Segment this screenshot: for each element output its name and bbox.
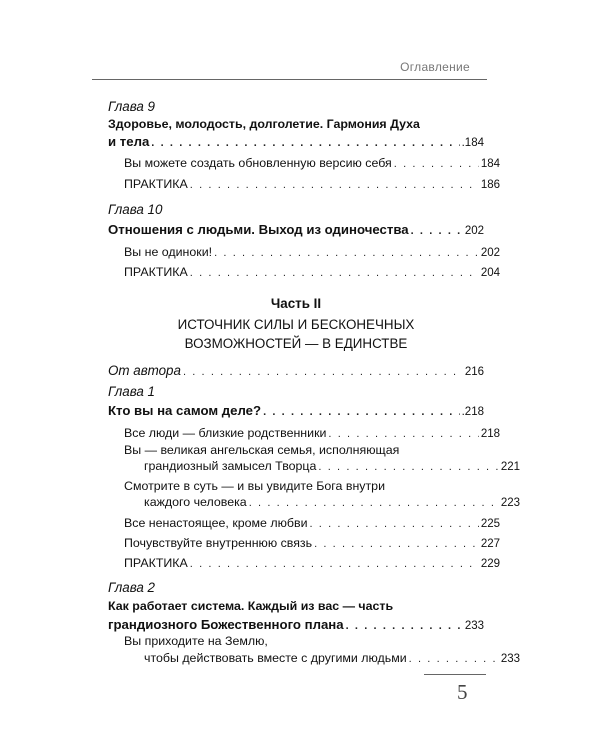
entry-text-line2: грандиозный замысел Творца	[144, 459, 317, 473]
part-2-title: Часть II	[270, 296, 322, 311]
page-ref: 233	[464, 620, 484, 632]
entry-text: Все люди — близкие родственники	[124, 426, 327, 440]
toc-entry[interactable]	[108, 494, 520, 511]
entry-text: Вы не одиноки!	[124, 245, 213, 259]
chapter-10-title-entry[interactable]	[108, 221, 484, 238]
toc-entry[interactable]	[108, 555, 500, 572]
dot-leader	[263, 404, 460, 421]
chapter-9-title-line2: и тела	[108, 134, 150, 149]
page-ref: 227	[480, 538, 500, 550]
dot-leader	[318, 459, 498, 476]
part2-chapter-2-label: Глава 2	[108, 580, 156, 595]
dot-leader	[249, 495, 499, 512]
dot-leader	[328, 426, 478, 443]
part2-chapter-2-title-line2: грандиозного Божественного плана	[108, 617, 344, 632]
dot-leader	[394, 156, 479, 173]
dot-leader	[151, 135, 459, 152]
dot-leader	[310, 516, 479, 533]
part2-chapter-2-title-line1[interactable]: Как работает система. Каждый из вас — часть	[108, 599, 394, 613]
page-ref: 202	[480, 247, 500, 259]
dot-leader	[214, 245, 479, 262]
entry-text: ПРАКТИКА	[124, 556, 188, 570]
dot-leader	[190, 265, 479, 282]
part-2-subtitle-line2: ВОЗМОЖНОСТЕЙ — В ЕДИНСТВЕ	[184, 336, 408, 351]
page-ref: .184	[461, 137, 484, 149]
page-ref: 186	[480, 179, 500, 191]
toc-entry[interactable]	[108, 176, 500, 193]
entry-text-line2: чтобы действовать вместе с другими людьми	[144, 651, 407, 665]
dot-leader	[190, 177, 479, 194]
dot-leader	[409, 651, 499, 668]
page-ref: 204	[480, 267, 500, 279]
dot-leader	[314, 536, 479, 553]
entry-text: Вы можете создать обновленную версию себя	[124, 156, 392, 170]
page-ref: 202	[464, 225, 484, 237]
chapter-9-title-line1[interactable]: Здоровье, молодость, долголетие. Гармония Духа	[108, 117, 420, 131]
dot-leader	[346, 618, 463, 635]
footer-rule	[424, 674, 486, 675]
page-ref: 184	[480, 158, 500, 170]
entry-text-line1[interactable]: Вы — великая ангельская семья, исполняющая	[124, 443, 400, 457]
page-ref: 216	[464, 366, 484, 378]
running-header: Оглавление	[400, 60, 470, 74]
toc-entry[interactable]	[108, 650, 520, 667]
entry-text: Все ненастоящее, кроме любви	[124, 516, 308, 530]
chapter-9-title-entry[interactable]	[108, 133, 484, 150]
entry-text-line2: каждого человека	[144, 495, 247, 509]
page-ref: 218	[480, 428, 500, 440]
entry-text: Почувствуйте внутреннюю связь	[124, 536, 313, 550]
page-number: 5	[457, 680, 468, 704]
entry-text-line1[interactable]: Смотрите в суть — и вы увидите Бога внутри	[124, 479, 385, 493]
dot-leader	[190, 556, 479, 573]
toc-entry[interactable]	[108, 425, 500, 442]
toc-entry[interactable]	[108, 244, 500, 261]
page-ref: 221	[500, 461, 520, 473]
page-ref: 225	[480, 518, 500, 530]
header-rule	[92, 79, 487, 80]
part-2-subtitle-line1: ИСТОЧНИК СИЛЫ И БЕСКОНЕЧНЫХ	[177, 317, 415, 332]
chapter-9-label: Глава 9	[108, 99, 156, 114]
dot-leader	[411, 223, 463, 240]
page-ref: .218	[461, 406, 484, 418]
part2-chapter-2-title-entry[interactable]	[108, 616, 484, 633]
toc-entry[interactable]	[108, 515, 500, 532]
toc-entry[interactable]	[108, 535, 500, 552]
toc-entry[interactable]	[108, 264, 500, 281]
chapter-10-label: Глава 10	[108, 202, 163, 217]
toc-entry[interactable]	[108, 155, 500, 172]
dot-leader	[183, 364, 463, 381]
page-ref: 229	[480, 558, 500, 570]
entry-text: ПРАКТИКА	[124, 265, 188, 279]
entry-text: ПРАКТИКА	[124, 177, 188, 191]
entry-text-line1[interactable]: Вы приходите на Землю,	[124, 634, 268, 648]
author-entry[interactable]	[108, 362, 484, 379]
author-text: От автора	[108, 363, 181, 378]
toc-entry[interactable]	[108, 458, 520, 475]
part2-chapter-1-label: Глава 1	[108, 384, 156, 399]
chapter-10-title: Отношения с людьми. Выход из одиночества	[108, 222, 409, 237]
page-ref: 233	[500, 653, 520, 665]
part2-chapter-1-title: Кто вы на самом деле?	[108, 403, 262, 418]
page-ref: 223	[500, 497, 520, 509]
part2-chapter-1-title-entry[interactable]	[108, 402, 484, 419]
